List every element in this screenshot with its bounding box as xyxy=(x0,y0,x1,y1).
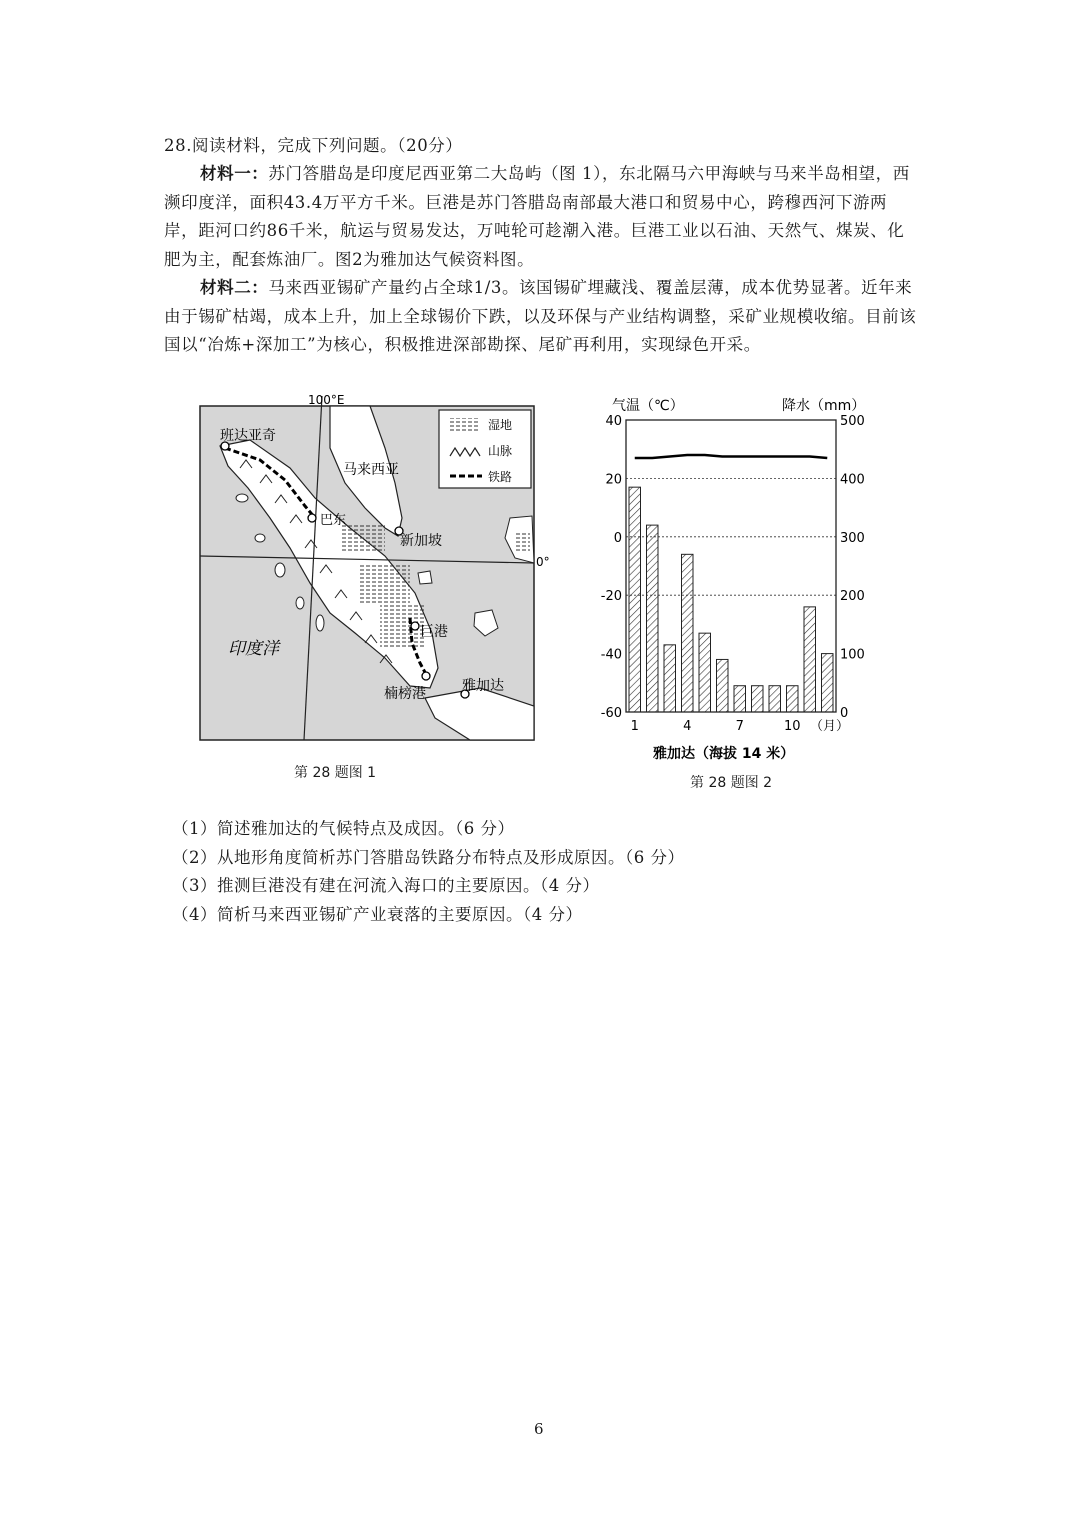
material-one-text: 苏门答腊岛是印度尼西亚第二大岛屿（图 1），东北隔马六甲海峡与马来半岛相望，西濒印度洋，面积43.4万平方千米。巨港是苏门答腊岛南部最大港口和贸易中心，跨穆西河下游两岸，距河口约86千米，航运与贸易发达，万吨轮可趁潮入港。巨港工业以石油、天然气、煤炭、化肥为主，配套炼油厂。图2为雅加达气候资料图。 xyxy=(164,164,910,269)
chart-right-axis-label: 降水（mm） xyxy=(782,398,866,414)
right-tick-label: 500 xyxy=(840,414,865,429)
legend-railway-label: 铁路 xyxy=(488,470,513,484)
temperature-line xyxy=(635,455,828,458)
precip-bar xyxy=(804,607,816,712)
x-tick-label: 1 xyxy=(630,719,639,734)
left-tick-label: 20 xyxy=(605,472,622,488)
material-two-label: 材料二： xyxy=(200,278,269,297)
island-small-2 xyxy=(418,571,432,584)
label-equator: 0° xyxy=(536,555,550,569)
label-banda-aceh: 班达亚奇 xyxy=(220,428,276,444)
right-tick-label: 300 xyxy=(840,530,865,546)
label-singapore: 新加坡 xyxy=(400,533,442,549)
right-tick-label: 100 xyxy=(840,647,865,663)
label-longitude: 100°E xyxy=(308,393,345,407)
wetland-area-1 xyxy=(340,523,385,553)
sub-question-4: （4）简析马来西亚锡矿产业衰落的主要原因。（4 分） xyxy=(172,905,583,924)
precip-bar xyxy=(664,645,676,712)
x-tick-label: 7 xyxy=(735,719,744,734)
precip-bar xyxy=(769,686,781,712)
island-west-5 xyxy=(316,615,324,631)
question-title: 28.阅读材料，完成下列问题。（20分） xyxy=(164,136,463,155)
material-two xyxy=(164,274,920,360)
label-jakarta: 雅加达 xyxy=(462,678,504,694)
climate-chart xyxy=(590,388,880,778)
page-number: 6 xyxy=(534,1420,544,1438)
wetland-area-4 xyxy=(515,533,530,553)
figure2-caption: 第 28 题图 2 xyxy=(690,775,773,791)
island-west-4 xyxy=(296,597,304,609)
left-tick-label: -20 xyxy=(600,589,622,605)
label-padang: 巴东 xyxy=(320,513,347,528)
material-two-text: 马来西亚锡矿产量约占全球1/3。该国锡矿埋藏浅、覆盖层薄，成本优势显著。近年来由于锡矿枯竭，成本上升，加上全球锡价下跌，以及环保与产业结构调整，采矿业规模收缩。目前该国以“冶炼+深加工”为核心，积极推进深部勘探、尾矿再利用，实现绿色开采。 xyxy=(164,278,917,354)
x-tick-label: 10 xyxy=(783,719,801,734)
figure1-caption: 第 28 题图 1 xyxy=(294,765,377,781)
precip-bar xyxy=(787,686,799,712)
label-indian-ocean: 印度洋 xyxy=(228,639,279,659)
left-tick-label: 40 xyxy=(605,414,622,429)
sumatra-map xyxy=(180,388,550,748)
left-tick-label: 0 xyxy=(613,530,622,546)
wetland-area-2 xyxy=(360,563,410,603)
x-tick-label: 4 xyxy=(683,719,692,734)
chart-left-axis-label: 气温（℃） xyxy=(612,398,684,414)
island-west-1 xyxy=(236,494,248,502)
island-west-3 xyxy=(275,563,285,577)
sub-question-1: （1）简述雅加达的气候特点及成因。（6 分） xyxy=(172,819,515,838)
island-west-2 xyxy=(255,534,265,542)
x-unit-label: （月） xyxy=(810,719,850,734)
dot-padang xyxy=(308,514,316,522)
label-palembang: 巨港 xyxy=(420,624,448,640)
precip-bar xyxy=(682,554,694,712)
precip-bar xyxy=(734,686,746,712)
label-malaysia: 马来西亚 xyxy=(343,462,399,478)
chart-title: 雅加达（海拔 14 米） xyxy=(653,746,795,762)
precip-bar xyxy=(699,633,711,712)
label-bandar-lampung: 楠榜港 xyxy=(384,686,426,702)
material-one-label: 材料一： xyxy=(200,164,269,183)
precip-bar xyxy=(647,525,659,712)
left-tick-label: -40 xyxy=(600,647,622,663)
precip-bar xyxy=(629,487,641,712)
precip-bar xyxy=(717,659,729,712)
right-tick-label: 400 xyxy=(840,472,865,488)
dot-bandar-lampung xyxy=(422,672,430,680)
sub-question-2: （2）从地形角度简析苏门答腊岛铁路分布特点及形成原因。（6 分） xyxy=(172,848,685,867)
sub-question-3: （3）推测巨港没有建在河流入海口的主要原因。（4 分） xyxy=(172,876,600,895)
legend-wetland-symbol xyxy=(450,418,480,432)
legend-mountain-label: 山脉 xyxy=(488,444,513,458)
material-one xyxy=(164,160,920,274)
legend-wetland-label: 湿地 xyxy=(488,418,513,432)
precip-bar xyxy=(752,686,764,712)
dot-palembang xyxy=(411,622,419,630)
precip-bar xyxy=(822,654,834,712)
left-tick-label: -60 xyxy=(600,706,622,721)
right-tick-label: 0 xyxy=(840,706,849,721)
right-tick-label: 200 xyxy=(840,589,865,605)
